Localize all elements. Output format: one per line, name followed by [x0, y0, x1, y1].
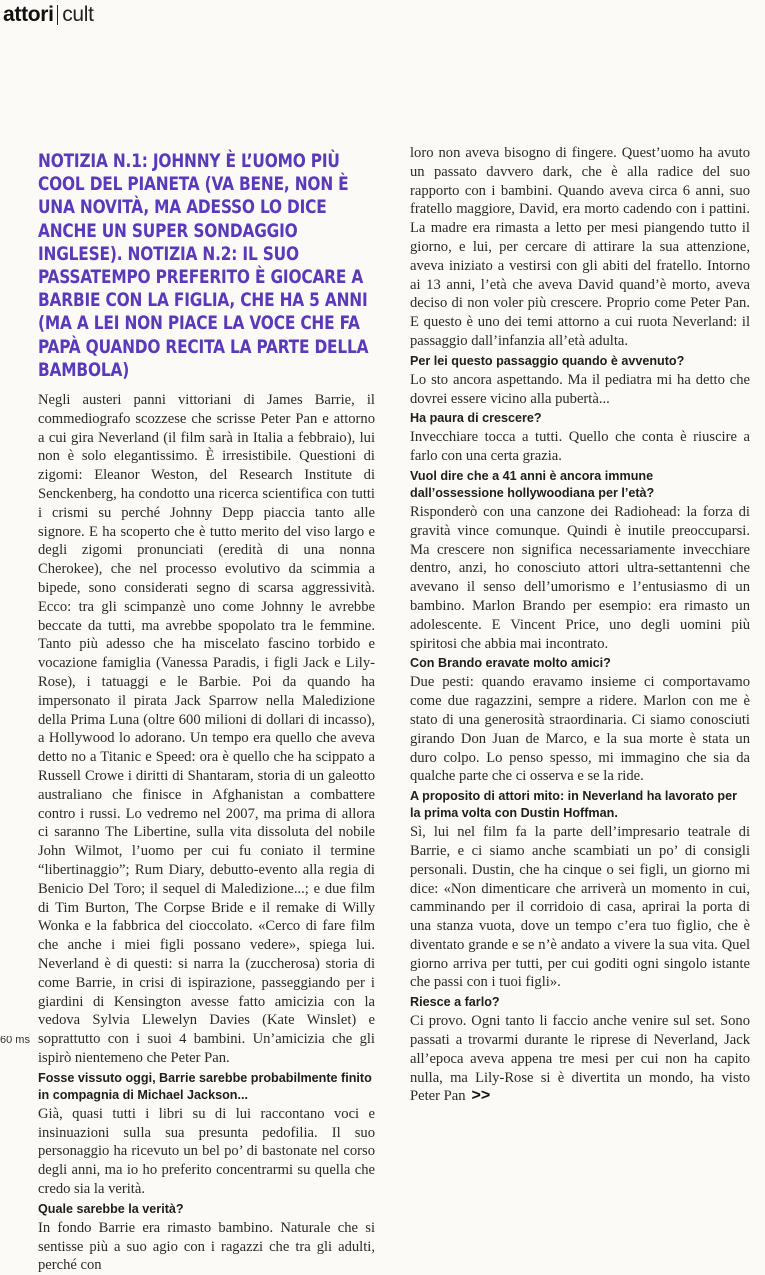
- interview-question: A proposito di attori mito: in Neverland ha lavorato per la prima volta con Dustin Hoffman.: [410, 789, 738, 821]
- left-column-body: [38, 391, 375, 1275]
- interview-question: Vuol dire che a 41 anni è ancora immune dall’ossessione hollywoodiana per l’età?: [410, 468, 655, 500]
- article-left-column: [38, 145, 375, 1275]
- interview-question: Fosse vissuto oggi, Barrie sarebbe probabilmente finito in compagnia di Michael Jackson...: [38, 1070, 372, 1102]
- body-paragraph: In fondo Barrie era rimasto bambino. Naturale che si sentisse più a suo agio con i ragazzi che tra gli adulti, perché con: [38, 1219, 375, 1274]
- body-paragraph: Negli austeri panni vittoriani di James Barrie, il commediografo scozzese che scrisse Peter Pan e attorno a cui gira Neverland (il film sarà in Italia a febbraio), lui non è solo elegantissimo. È irresistibile. Questioni di zigomi: Eleanor Weston, del Research Institute di Senckenberg, ha condotto una ricerca scientifica con tutti i crismi su perché Johnny Depp piaccia tanto alle signore. E ha scoperto che è tutto merito del viso largo e degli zigomi pronunciati (eredità di una nonna Cherokee), che nel processo evolutivo da scimmia a bipede, sono considerati segno di scarsa aggressività. Ecco: tra gli scimpanzè uno come Johnny le avrebbe beccate da tutti, ma avrebbe spopolato tra le femmine. Tanto più adesso che ha miscelato fascino torbido e vocazione famiglia (Vanessa Paradis, i figli Jack e Lily-Rose), i tatuaggi e le Barbie. Poi da quando ha impersonato il pirata Jack Sparrow nella Maledizione della Prima Luna (oltre 600 milioni di dollari di incasso), a Hollywood lo adorano. Un tempo era quello che aveva detto no a Titanic e Speed: ora è quello che ha scippato a Russell Crowe i diritti di Shantaram, storia di un galeotto australiano che finisce in Afghanistan a combattere contro i russi. Lo vedremo nel 2007, ma prima di allora ci saranno The Libertine, sulla vita dissoluta del nobile John Wilmot, l’uomo per cui fu coniato il termine “libertinaggio”; Rum Diary, debutto-evento alla regia di Benicio Del Toro; il sequel di Maledizione...; e due film di Tim Burton, The Corpse Bride e il remake di Willy Wonka e la fabbrica del cioccolato. «Cerco di fare film che anche i miei figli possano vedere», spiega lui. Neverland è di questi: si narra la (zuccherosa) storia di come Barrie, in crisi di ispirazione, passeggiando per i giardini di Kensington avesse fatto amicizia con la vedova Sylvia Llewelyn Davies (Kate Winslet) e soprattutto con i suoi 4 bambini. Un’amicizia che gli ispirò nientemeno che Peter Pan.: [38, 392, 375, 1066]
- body-paragraph: Due pesti: quando eravamo insieme ci comportavamo come due ragazzini, sempre a ridere. Marlon con me è stato di una generosità straordinaria. Ci siamo conosciuti girando Don Juan de Marco, e la sua morte è stata un duro colpo. Lo penso spesso, mi immagino che sia da qualche parte che ci osserva e se la ride.: [410, 674, 750, 785]
- body-paragraph: Invecchiare tocca a tutti. Quello che conta è riuscire a farlo con una certa grazia.: [410, 429, 750, 465]
- section-header: [3, 2, 94, 28]
- continue-arrow-icon: >>: [471, 1087, 491, 1105]
- body-paragraph: Risponderò con una canzone dei Radiohead: la forza di gravità vince comunque. Quindi è inutile preoccuparsi. Ma crescere non significa necessariamente invecchiare dentro, anzi, ho conosciuto attori ultra-settantenni che avevano il senso dell’umorismo e l’entusiasmo di un bambino. Marlon Brando per esempio: era rimasto un adolescente. E Vincent Price, uno degli uomini più spiritosi che abbia mai incontrato.: [410, 503, 750, 652]
- subsection-label: cult: [62, 3, 94, 26]
- body-paragraph: Lo sto ancora aspettando. Ma il pediatra mi ha detto che dovrei essere vicino alla pubertà...: [410, 371, 750, 407]
- interview-question: Riesce a farlo?: [410, 995, 500, 1010]
- body-paragraph: Già, quasi tutti i libri su di lui raccontano voci e insinuazioni sulla sua presunta pedofilia. Il suo personaggio ha ricevuto un bel po’ di bastonate nel corso degli anni, ma io ho preferito concentrarmi su quella che credo sia la verità.: [38, 1105, 375, 1197]
- article-right-column: [410, 144, 750, 1106]
- header-divider: [57, 5, 59, 25]
- section-label: attori: [3, 3, 54, 26]
- body-paragraph: Sì, lui nel film fa la parte dell’impresario teatrale di Barrie, e ci siamo anche scambiati un po’ di consigli personali. Dustin, che ha cinque o sei figli, un giorno mi dice: «Non dimenticare che arriverà un momento in cui, camminando per il corridoio di casa, aprirai la porta di una stanza vuota, dove un tempo c’era tuo figlio, che è diventato grande e se n’è andato a vivere la sua vita. Quel giorno arriva per tutti, per cui goditi ogni singolo istante che passi con i tuoi figli».: [410, 824, 750, 991]
- right-column-body: [410, 144, 750, 1106]
- page-number: 60 ms: [0, 1036, 30, 1043]
- interview-question: Ha paura di crescere?: [410, 411, 542, 426]
- interview-question: Quale sarebbe la verità?: [38, 1201, 184, 1216]
- article-headline: NOTIZIA N.1: JOHNNY È L’UOMO PIÙ COOL DEL PIANETA (VA BENE, NON È UNA NOVITÀ, MA ADESSO LO DICE ANCHE UN SUPER SONDAGGIO INGLESE). NOTIZIA N.2: IL SUO PASSATEMPO PREFERITO È GIOCARE A BARBIE CON LA FIGLIA, CHE HA 5 ANNI (MA A LEI NON PIACE LA VOCE CHE FA PAPÀ QUANDO RECITA LA PARTE DELLA BAMBOLA): [38, 151, 369, 381]
- body-paragraph: loro non aveva bisogno di fingere. Quest’uomo ha avuto un passato davvero dark, che è alla radice del suo rapporto con i bambini. Quando aveva circa 6 anni, suo fratello maggiore, David, era morto cadendo con i pattini. La madre era rimasta a letto per mesi piangendo tutto il giorno, e lui, per cercare di attirare la sua attenzione, aveva iniziato a vestirsi con gli abiti del fratello. Intorno ai 13 anni, l’età che aveva David quand’è morto, aveva deciso di non voler più crescere. Proprio come Peter Pan. E questo è uno dei temi attorno a cui ruota Neverland: il passaggio dall’infanzia all’età adulta.: [410, 145, 750, 349]
- interview-question: Per lei questo passaggio quando è avvenuto?: [410, 353, 685, 368]
- body-paragraph: Ci provo. Ogni tanto li faccio anche venire sul set. Sono passati a trovarmi durante le riprese di Neverland, Jack all’epoca aveva appena tre mesi per cui non ha capito nulla, ma Lily-Rose si è divertita un mondo, ha visto Peter Pan >>: [410, 1013, 750, 1105]
- interview-question: Con Brando eravate molto amici?: [410, 656, 611, 671]
